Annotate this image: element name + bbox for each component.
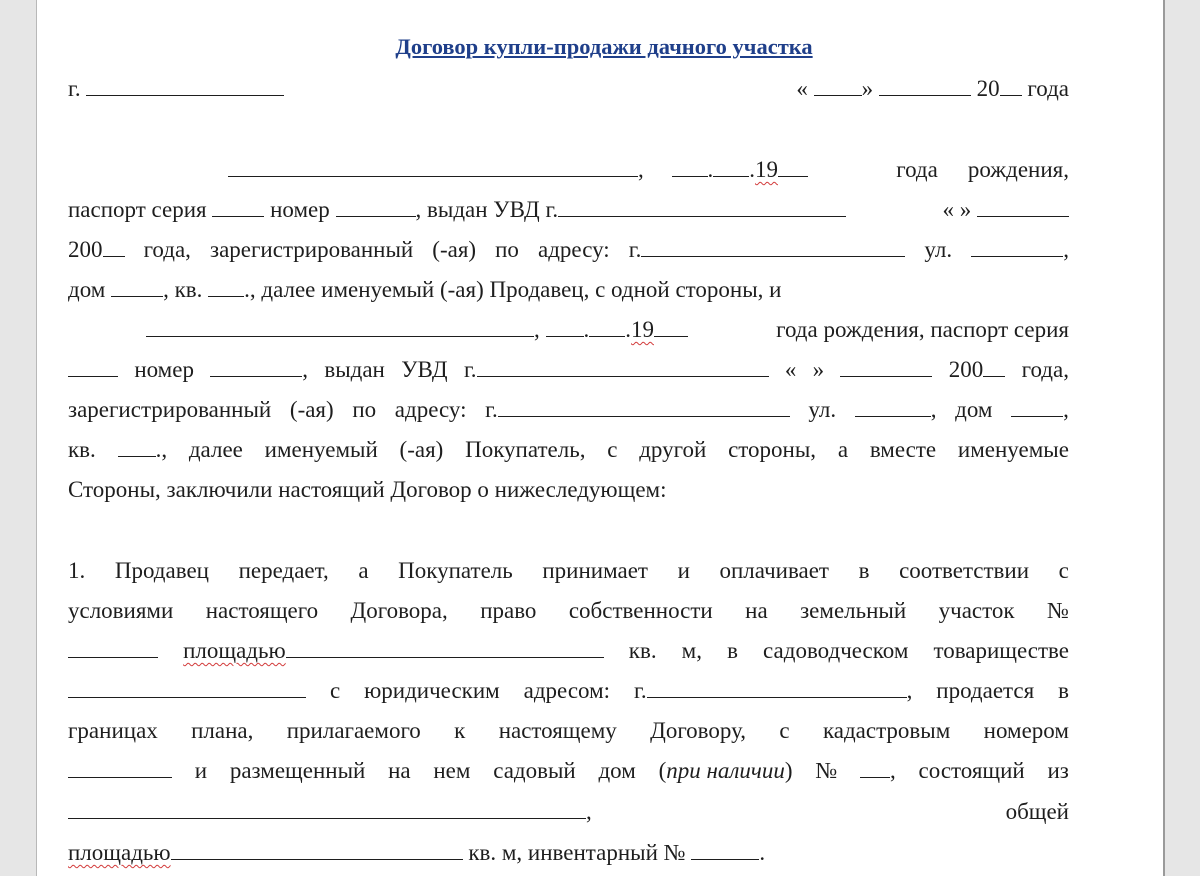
buyer-passport-line: номер , выдан УВД г. « » 200 года,	[68, 355, 1069, 385]
clause-1-line-8: площадью кв. м, инвентарный № .	[68, 840, 766, 865]
date-line	[68, 74, 1069, 104]
date-field: « » 20 года	[796, 76, 1069, 101]
seller-name-line: , . .19	[68, 155, 1069, 185]
clause-1-line-6: и размещенный на нем садовый дом (при наличии) № , состоящий из	[68, 756, 1069, 786]
buyer-name-line: , . .19	[68, 315, 1069, 345]
document-title: Договор купли-продажи дачного участка	[395, 34, 813, 59]
seller-house-line: дом , кв. ., далее именуемый (-ая) Продавец, с одной стороны, и	[68, 277, 782, 302]
clause-1-line-4: с юридическим адресом: г. , продается в	[68, 676, 1069, 706]
clause-1-line-3: площадью кв. м, в садоводческом товариществе	[68, 636, 1069, 666]
seller-birth-label: года рождения,	[896, 157, 1069, 182]
parties-line: Стороны, заключили настоящий Договор о нижеследующем:	[68, 477, 667, 502]
seller-passport-line: паспорт серия номер , выдан УВД г. « »	[68, 195, 1069, 225]
document-page	[36, 0, 1165, 876]
clause-1-line-1: 1. Продавец передает, а Покупатель принимает и оплачивает в соответствии с	[68, 558, 1069, 583]
city-field: г.	[68, 76, 284, 101]
seller-address-line: 200 года, зарегистрированный (-ая) по адресу: г. ул. ,	[68, 237, 1069, 262]
buyer-house-line: кв. ., далее именуемый (-ая) Покупатель, с другой стороны, а вместе именуемые	[68, 437, 1069, 462]
total-area-label: общей	[1005, 799, 1069, 824]
buyer-address-line: зарегистрированный (-ая) по адресу: г. ул. , дом ,	[68, 397, 1069, 422]
clause-1-line-5: границах плана, прилагаемого к настоящему Договору, с кадастровым номером	[68, 718, 1069, 743]
buyer-birth-label: года рождения, паспорт серия	[776, 317, 1069, 342]
clause-1-line-2: условиями настоящего Договора, право собственности на земельный участок №	[68, 598, 1069, 623]
clause-1-line-7: ,	[68, 797, 1069, 827]
